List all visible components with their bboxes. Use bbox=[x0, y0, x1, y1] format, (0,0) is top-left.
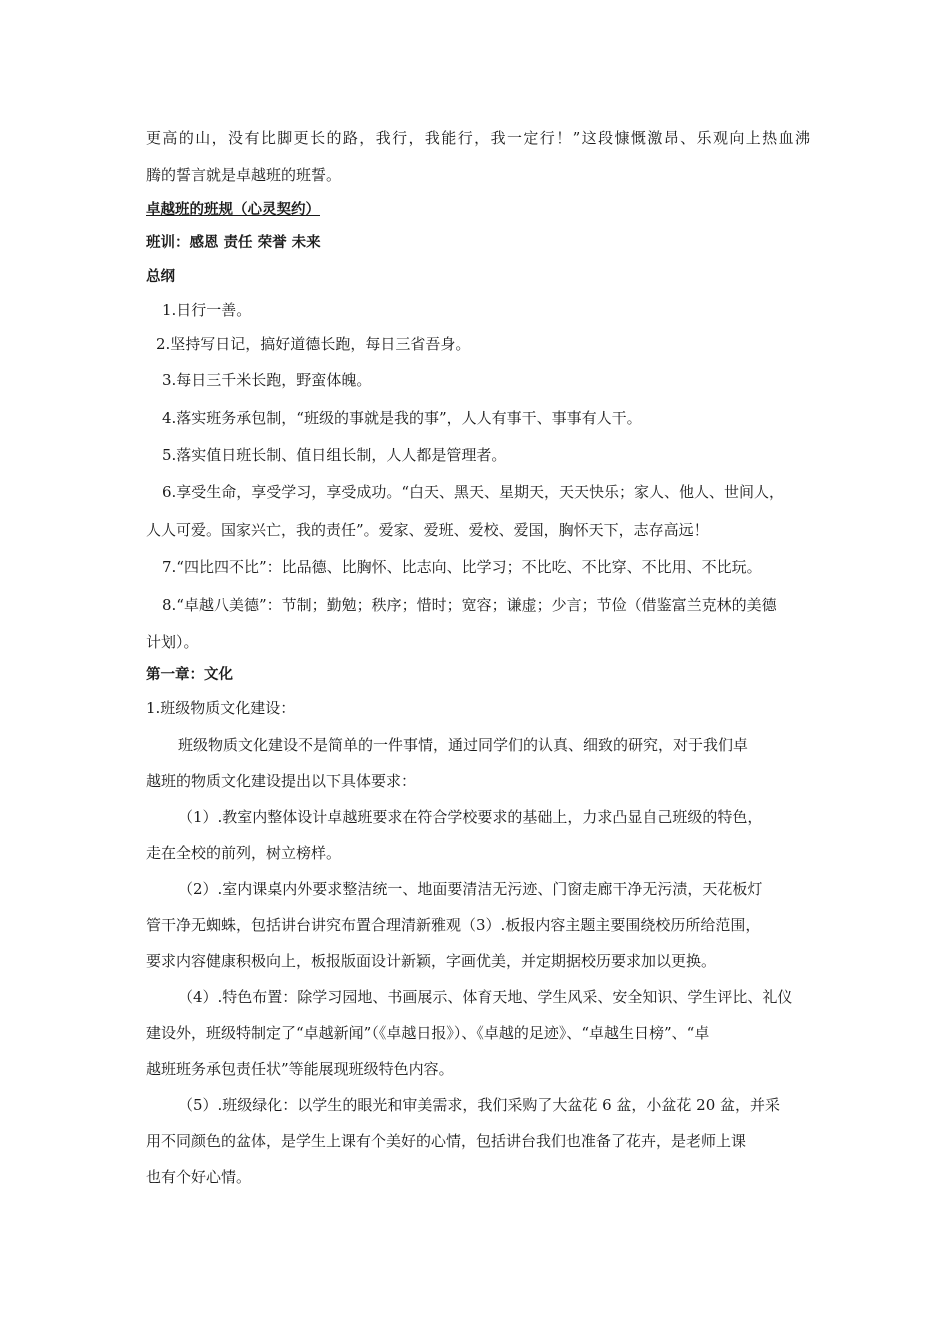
text-line: 腾的誓言就是卓越班的班誓。 bbox=[146, 166, 342, 184]
text-line: 6.享受生命，享受学习，享受成功。“白天、黑天、星期天，天天快乐；家人、他人、世间人， bbox=[162, 483, 784, 501]
text-line: （4）.特色布置：除学习园地、书画展示、体育天地、学生风采、安全知识、学生评比、礼仪 bbox=[178, 988, 793, 1006]
text-line: 走在全校的前列，树立榜样。 bbox=[146, 844, 342, 862]
text-line: 4.落实班务承包制，“班级的事就是我的事”，人人有事干、事事有人干。 bbox=[162, 409, 642, 427]
text-line: 要求内容健康积极向上，板报版面设计新颖，字画优美，并定期据校历要求加以更换。 bbox=[146, 952, 717, 970]
text-line: 越班班务承包责任状”等能展现班级特色内容。 bbox=[146, 1060, 454, 1078]
text-line: 第一章：文化 bbox=[146, 667, 233, 683]
text-line: （1）.教室内整体设计卓越班要求在符合学校要求的基础上，力求凸显自己班级的特色， bbox=[178, 808, 763, 826]
text-line: 班级物质文化建设不是简单的一件事情，通过同学们的认真、细致的研究，对于我们卓 bbox=[178, 736, 749, 754]
text-line: 5.落实值日班长制、值日组长制，人人都是管理者。 bbox=[162, 446, 507, 464]
text-line: 总纲 bbox=[146, 269, 175, 285]
text-line: 人人可爱。国家兴亡，我的责任”。爱家、爱班、爱校、爱国，胸怀天下，志存高远！ bbox=[146, 521, 709, 539]
text-line: 2.坚持写日记，搞好道德长跑，每日三省吾身。 bbox=[156, 335, 471, 353]
text-line: 也有个好心情。 bbox=[146, 1168, 252, 1186]
text-line: （2）.室内课桌内外要求整洁统一、地面要清洁无污迹、门窗走廊干净无污渍，天花板灯 bbox=[178, 880, 763, 898]
text-line: 1.日行一善。 bbox=[162, 301, 252, 319]
text-line: 班训：感恩 责任 荣誉 未来 bbox=[146, 235, 321, 251]
text-line: （5）.班级绿化：以学生的眼光和审美需求，我们采购了大盆花 6 盆，小盆花 20 盆，并采 bbox=[178, 1096, 781, 1114]
text-line: 管干净无蜘蛛，包括讲台讲究布置合理清新雅观（3）.板报内容主题主要围绕校历所给范围， bbox=[146, 916, 761, 934]
text-line: 建设外，班级特制定了“卓越新闻”（《卓越日报》）、《卓越的足迹》、“卓越生日榜”、“卓 bbox=[146, 1024, 710, 1042]
text-line: 8.“卓越八美德”：节制；勤勉；秩序；惜时；宽容；谦虚；少言；节俭（借鉴富兰克林的美德 bbox=[162, 596, 777, 614]
text-line: 更高的山，没有比脚更长的路，我行，我能行，我一定行！”这段慷慨激昂、乐观向上热血沸 bbox=[146, 129, 810, 147]
text-line: 卓越班的班规（心灵契约） bbox=[146, 202, 320, 218]
text-line: 3.每日三千米长跑，野蛮体魄。 bbox=[162, 371, 372, 389]
text-line: 1.班级物质文化建设： bbox=[146, 699, 296, 717]
text-line: 7.“四比四不比”：比品德、比胸怀、比志向、比学习；不比吃、不比穿、不比用、不比玩。 bbox=[162, 558, 762, 576]
text-line: 越班的物质文化建设提出以下具体要求： bbox=[146, 772, 417, 790]
text-line: 计划）。 bbox=[146, 633, 199, 651]
text-line: 用不同颜色的盆体，是学生上课有个美好的心情，包括讲台我们也准备了花卉，是老师上课 bbox=[146, 1132, 747, 1150]
